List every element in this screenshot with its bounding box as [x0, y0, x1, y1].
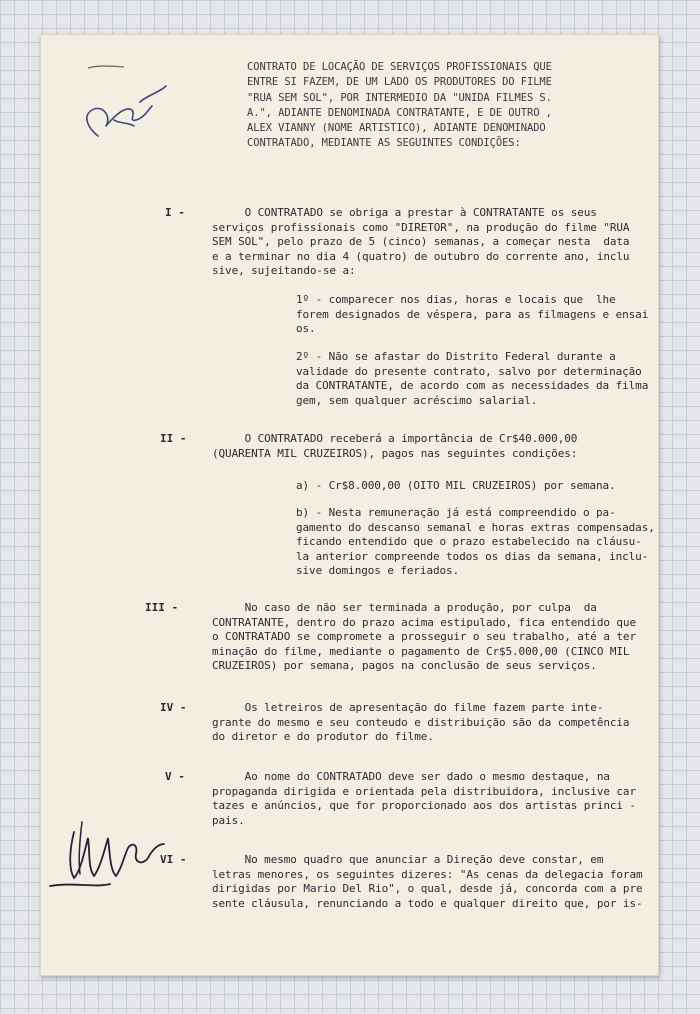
clause-II-item-b: b) - Nesta remuneração já está compreendido o pa- gamento do descanso semanal e horas extras compensadas, ficando entendido que o prazo estabelecido na cláusu- la anterior compreende todos os dias da semana, inclu- sive domingos e feriados. [296, 506, 655, 577]
signature-mark [44, 798, 174, 898]
clause-II-text: O CONTRATADO receberá a importância de Cr$40.000,00 (QUARENTA MIL CRUZEIROS), pagos nas seguintes condições: [212, 432, 578, 460]
contract-header: CONTRATO DE LOCAÇÃO DE SERVIÇOS PROFISSIONAIS QUE ENTRE SI FAZEM, DE UM LADO OS PRODUTORES DO FILME "RUA SEM SOL", POR INTERMEDIO DA "UNIDA FILMES S. A.", ADIANTE DENOMINADA CONTRATANTE, E DE OUTRO , ALEX VIANNY (NOME ARTISTICO), ADIANTE DENOMINADO CONTRATADO, MEDIANTE AS SEGUINTES CONDIÇÕES: [247, 61, 552, 150]
clause-number-III: III - [145, 601, 179, 614]
clause-number-I: I - [165, 206, 185, 219]
clause-number-IV: IV - [160, 701, 187, 714]
clause-II-item-a: a) - Cr$8.000,00 (OITO MIL CRUZEIROS) por semana. [296, 479, 616, 492]
clause-number-V: V - [165, 770, 185, 783]
handwritten-initial-mark [70, 76, 180, 156]
clause-I-text: O CONTRATADO se obriga a prestar à CONTRATANTE os seus serviços profissionais como "DIRETOR", na produção do filme "RUA SEM SOL", pelo prazo de 5 (cinco) semanas, a começar nesta data e a terminar no dia 4 (quatro) de outubro do corrente ano, inclu sive, sujeitando-se a: [212, 206, 630, 277]
clause-number-VI: VI - [160, 853, 187, 866]
clause-V-text: Ao nome do CONTRATADO deve ser dado o mesmo destaque, na propaganda dirigida e orientada pela distribuidora, inclusive car tazes e anúncios, que for proporcionado aos dos artistas princi - pais. [212, 770, 636, 827]
clause-number-II: II - [160, 432, 187, 445]
clause-VI-text: No mesmo quadro que anunciar a Direção deve constar, em letras menores, os seguintes dizeres: "As cenas da delegacia foram dirigidas por Mario Del Rio", o qual, desde já, concorda com a pre sente cláusula, renunciando a todo e qualquer direito que, por is- [212, 853, 643, 910]
clause-IV-text: Os letreiros de apresentação do filme fazem parte inte- grante do mesmo e seu conteudo e distribuição são da competência do diretor e do produtor do filme. [212, 701, 630, 743]
pencil-stroke-mark [86, 62, 126, 72]
clause-III-text: No caso de não ser terminada a produção, por culpa da CONTRATANTE, dentro do prazo acima estipulado, fica entendido que o CONTRATADO se compromete a prosseguir o seu trabalho, até a ter minação do filme, mediante o pagamento de Cr$5.000,00 (CINCO MIL CRUZEIROS) por semana, pagos na conclusão de seus serviços. [212, 601, 636, 672]
clause-I-item-1: 1º - comparecer nos dias, horas e locais que lhe forem designados de véspera, para as filmagens e ensai os. [296, 293, 649, 335]
clause-I-item-2: 2º - Não se afastar do Distrito Federal durante a validade do presente contrato, salvo por determinação da CONTRATANTE, de acordo com as necessidades da filma gem, sem qualquer acréscimo salarial. [296, 350, 649, 407]
